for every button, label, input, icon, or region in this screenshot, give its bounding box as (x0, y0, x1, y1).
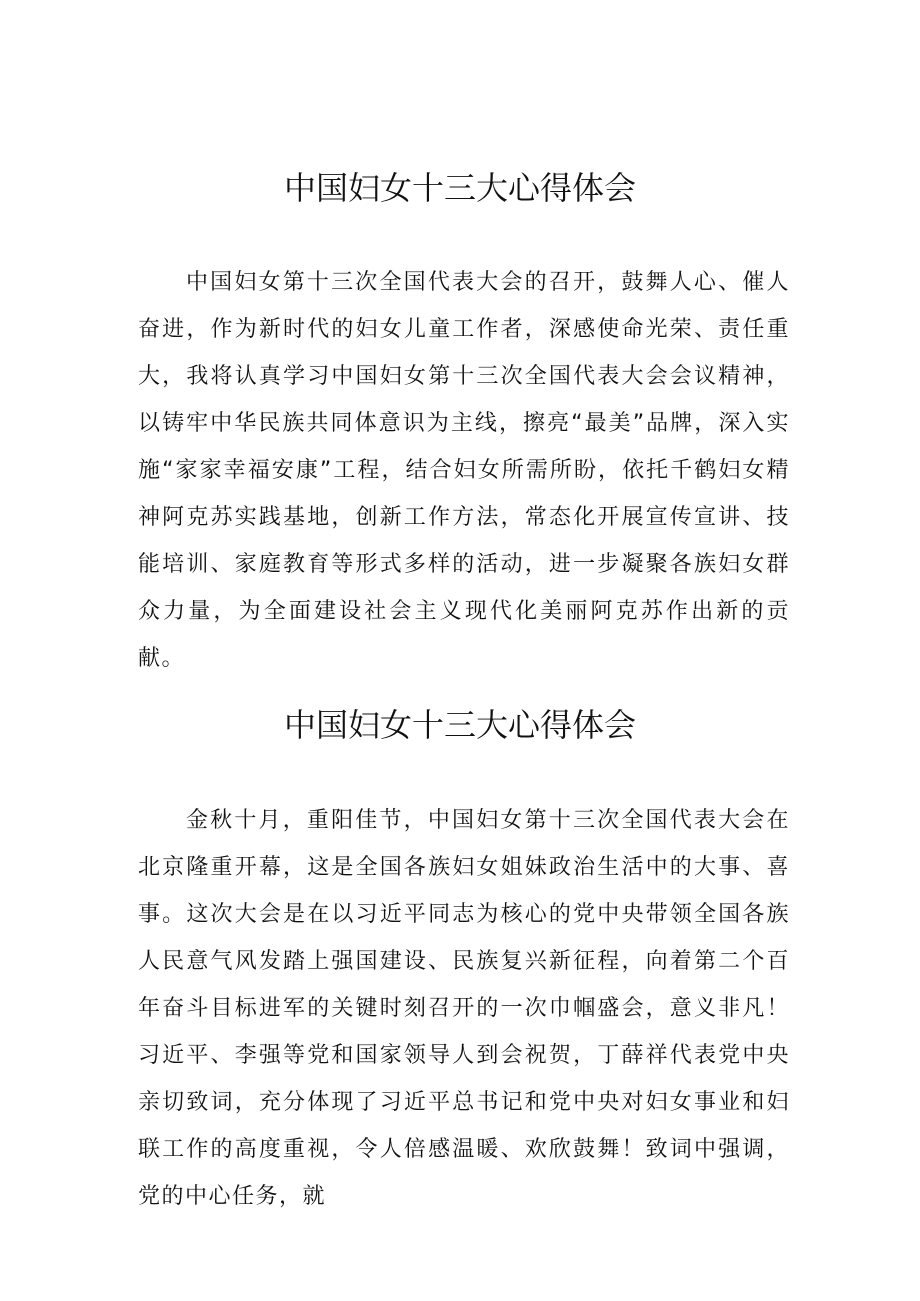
section-2-title: 中国妇女十三大心得体会 (283, 706, 636, 744)
section-1-title: 中国妇女十三大心得体会 (283, 169, 636, 207)
section-1-paragraph: 中国妇女第十三次全国代表大会的召开，鼓舞人心、催人奋进，作为新时代的妇女儿童工作者，深感使命光荣、责任重大，我将认真学习中国妇女第十三次全国代表大会会议精神，以铸牢中华民族共同体意识为主线，擦亮“最美”品牌，深入实施“家家幸福安康”工程，结合妇女所需所盼，依托千鹤妇女精神阿克苏实践基地，创新工作方法，常态化开展宣传宣讲、技能培训、家庭教育等形式多样的活动，进一步凝聚各族妇女群众力量，为全面建设社会主义现代化美丽阿克苏作出新的贡献。 (138, 270, 790, 671)
section-2-paragraph: 金秋十月，重阳佳节，中国妇女第十三次全国代表大会在北京隆重开幕，这是全国各族妇女姐妹政治生活中的大事、喜事。这次大会是在以习近平同志为核心的党中央带领全国各族人民意气风发踏上强国建设、民族复兴新征程，向着第二个百年奋斗目标进军的关键时刻召开的一次巾帼盛会，意义非凡！习近平、李强等党和国家领导人到会祝贺，丁薛祥代表党中央亲切致词，充分体现了习近平总书记和党中央对妇女事业和妇联工作的高度重视，令人倍感温暖、欢欣鼓舞！致词中强调，党的中心任务，就 (138, 808, 790, 1209)
